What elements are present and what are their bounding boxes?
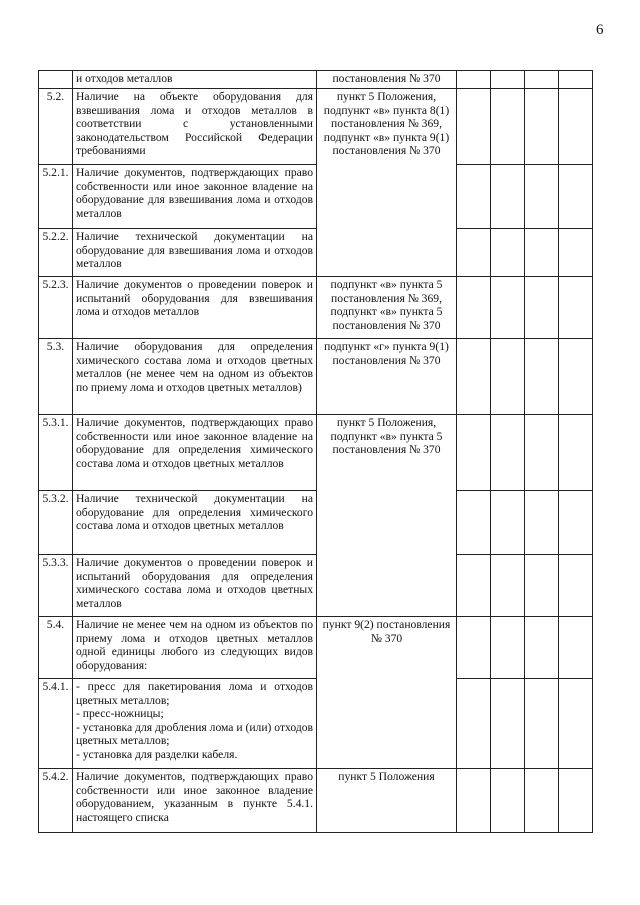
check-cell[interactable] bbox=[491, 415, 525, 491]
table-row bbox=[39, 165, 593, 229]
table-row bbox=[39, 769, 593, 833]
check-cell[interactable] bbox=[457, 679, 491, 769]
row-number: 5.3. bbox=[39, 339, 73, 415]
check-cell[interactable] bbox=[491, 679, 525, 769]
equipment-item: - установка для дробления лома и (или) отходов цветных металлов; bbox=[76, 720, 313, 748]
table-row bbox=[39, 277, 593, 339]
check-cell[interactable] bbox=[559, 71, 593, 89]
requirement-text: Наличие документов о проведении поверок и испытаний оборудования для определения химического состава лома и отходов цветных металлов bbox=[73, 555, 317, 617]
check-cell[interactable] bbox=[559, 165, 593, 229]
check-cell[interactable] bbox=[559, 89, 593, 165]
requirement-text: Наличие на объекте оборудования для взвешивания лома и отходов металлов в соответствии с установленными законодательством Российской Федерации требованиями bbox=[73, 89, 317, 165]
check-cell[interactable] bbox=[525, 617, 559, 679]
check-cell[interactable] bbox=[525, 165, 559, 229]
check-cell[interactable] bbox=[559, 491, 593, 555]
legal-basis: подпункт «г» пункта 9(1) постановления № 370 bbox=[317, 339, 457, 415]
requirement-text: Наличие оборудования для определения химического состава лома и отходов цветных металлов (не менее чем на одном из объектов по приему лома и отходов цветных металлов) bbox=[73, 339, 317, 415]
check-cell[interactable] bbox=[559, 277, 593, 339]
row-number: 5.2.1. bbox=[39, 165, 73, 229]
table-row bbox=[39, 679, 593, 769]
legal-basis: пункт 5 Положения bbox=[317, 769, 457, 833]
requirement-text: Наличие документов, подтверждающих право собственности или иное законное владение на оборудование для взвешивания лома и отходов металлов bbox=[73, 165, 317, 229]
check-cell[interactable] bbox=[559, 555, 593, 617]
equipment-item: - пресс-ножницы; bbox=[76, 707, 164, 721]
checklist-table bbox=[38, 70, 593, 833]
equipment-item: - установка для разделки кабеля. bbox=[76, 747, 238, 761]
check-cell[interactable] bbox=[457, 415, 491, 491]
check-cell[interactable] bbox=[491, 339, 525, 415]
check-cell[interactable] bbox=[525, 339, 559, 415]
check-cell[interactable] bbox=[559, 339, 593, 415]
row-number: 5.3.2. bbox=[39, 491, 73, 555]
row-number: 5.3.1. bbox=[39, 415, 73, 491]
requirement-text: Наличие документов, подтверждающих право собственности или иное законное владение оборудованием, указанным в пункте 5.4.1. настоящего списка bbox=[73, 769, 317, 833]
legal-basis: пункт 5 Положения, подпункт «в» пункта 8(1) постановления № 369, подпункт «в» пункта 9(1) постановления № 370 bbox=[317, 89, 457, 277]
requirement-text: Наличие технической документации на оборудование для взвешивания лома и отходов металлов bbox=[73, 229, 317, 277]
requirement-text bbox=[73, 679, 317, 769]
check-cell[interactable] bbox=[559, 769, 593, 833]
table-row bbox=[39, 415, 593, 491]
check-cell[interactable] bbox=[525, 769, 559, 833]
check-cell[interactable] bbox=[559, 415, 593, 491]
requirement-text: Наличие не менее чем на одном из объектов по приему лома и отходов цветных металлов одной единицы любого из следующих видов оборудования: bbox=[73, 617, 317, 679]
check-cell[interactable] bbox=[457, 277, 491, 339]
check-cell[interactable] bbox=[457, 769, 491, 833]
check-cell[interactable] bbox=[491, 617, 525, 679]
check-cell[interactable] bbox=[457, 339, 491, 415]
row-number: 5.4.1. bbox=[39, 679, 73, 769]
legal-basis: пункт 9(2) постановления № 370 bbox=[317, 617, 457, 769]
check-cell[interactable] bbox=[457, 491, 491, 555]
check-cell[interactable] bbox=[559, 229, 593, 277]
check-cell[interactable] bbox=[491, 491, 525, 555]
row-number bbox=[39, 71, 73, 89]
check-cell[interactable] bbox=[457, 617, 491, 679]
check-cell[interactable] bbox=[491, 165, 525, 229]
row-number: 5.3.3. bbox=[39, 555, 73, 617]
page-number: 6 bbox=[596, 22, 604, 38]
check-cell[interactable] bbox=[525, 555, 559, 617]
check-cell[interactable] bbox=[491, 277, 525, 339]
legal-basis: постановления № 370 bbox=[317, 71, 457, 89]
legal-basis: пункт 5 Положения, подпункт «в» пункта 5 постановления № 370 bbox=[317, 415, 457, 617]
table-row bbox=[39, 339, 593, 415]
check-cell[interactable] bbox=[457, 89, 491, 165]
row-number: 5.2.2. bbox=[39, 229, 73, 277]
check-cell[interactable] bbox=[525, 679, 559, 769]
equipment-item: - пресс для пакетирования лома и отходов цветных металлов; bbox=[76, 680, 313, 707]
table-row bbox=[39, 491, 593, 555]
row-number: 5.4.2. bbox=[39, 769, 73, 833]
check-cell[interactable] bbox=[525, 491, 559, 555]
row-number: 5.2. bbox=[39, 89, 73, 165]
requirement-text: Наличие документов о проведении поверок и испытаний оборудования для взвешивания лома и отходов металлов bbox=[73, 277, 317, 339]
check-cell[interactable] bbox=[559, 617, 593, 679]
table-row bbox=[39, 229, 593, 277]
check-cell[interactable] bbox=[491, 555, 525, 617]
requirement-text: Наличие документов, подтверждающих право собственности или иное законное владение на оборудование для определения химического состава лома и отходов цветных металлов bbox=[73, 415, 317, 491]
check-cell[interactable] bbox=[457, 71, 491, 89]
row-number: 5.4. bbox=[39, 617, 73, 679]
table-row bbox=[39, 617, 593, 679]
check-cell[interactable] bbox=[457, 555, 491, 617]
check-cell[interactable] bbox=[525, 229, 559, 277]
check-cell[interactable] bbox=[525, 415, 559, 491]
check-cell[interactable] bbox=[491, 71, 525, 89]
table-row bbox=[39, 71, 593, 89]
check-cell[interactable] bbox=[457, 165, 491, 229]
check-cell[interactable] bbox=[525, 89, 559, 165]
check-cell[interactable] bbox=[491, 229, 525, 277]
table-row bbox=[39, 555, 593, 617]
check-cell[interactable] bbox=[525, 71, 559, 89]
check-cell[interactable] bbox=[457, 229, 491, 277]
check-cell[interactable] bbox=[491, 89, 525, 165]
legal-basis: подпункт «в» пункта 5 постановления № 369, подпункт «в» пункта 5 постановления № 370 bbox=[317, 277, 457, 339]
check-cell[interactable] bbox=[525, 277, 559, 339]
row-number: 5.2.3. bbox=[39, 277, 73, 339]
table-row bbox=[39, 89, 593, 165]
check-cell[interactable] bbox=[559, 679, 593, 769]
requirement-text: и отходов металлов bbox=[73, 71, 317, 89]
check-cell[interactable] bbox=[491, 769, 525, 833]
requirement-text: Наличие технической документации на оборудование для определения химического состава лома и отходов цветных металлов bbox=[73, 491, 317, 555]
